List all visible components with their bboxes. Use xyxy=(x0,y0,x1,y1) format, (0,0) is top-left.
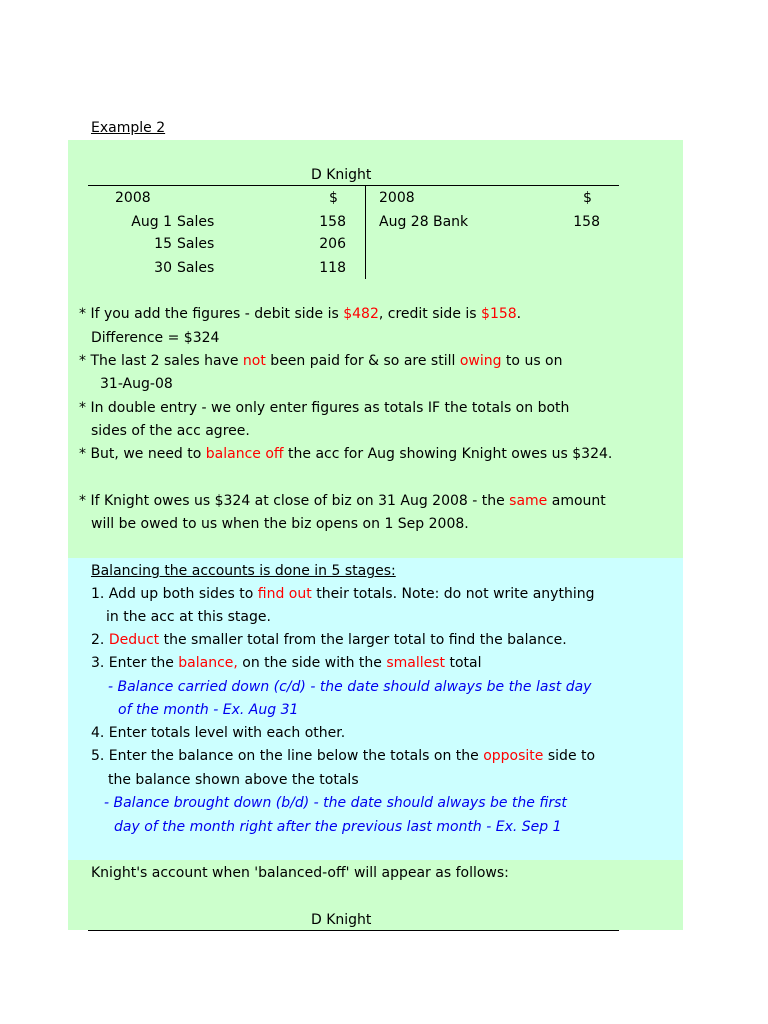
debit-row-amount: 118 xyxy=(319,260,346,276)
stage-3: 3. Enter the balance, on the side with the smallest total xyxy=(91,655,482,671)
t-account-top-rule xyxy=(88,185,619,186)
highlight-owing: owing xyxy=(459,353,502,369)
credit-year: 2008 xyxy=(379,190,415,206)
debit-row-detail: Sales xyxy=(177,214,215,230)
highlight-credit-total: $158 xyxy=(481,306,517,322)
balanced-account-title: D Knight xyxy=(311,912,372,928)
credit-row-date: Aug 28 xyxy=(379,214,429,230)
highlight-smallest: smallest xyxy=(386,655,446,671)
note-1-line-2: Difference = $324 xyxy=(91,330,220,346)
note-2: * The last 2 sales have not been paid for & so are still owing to us on xyxy=(79,353,563,369)
highlight-same: same xyxy=(509,493,548,509)
stage-3-cd-note-line-2: of the month - Ex. Aug 31 xyxy=(118,702,299,718)
debit-row-detail: Sales xyxy=(177,236,215,252)
debit-year: 2008 xyxy=(115,190,151,206)
t-account-center-rule xyxy=(365,186,366,279)
stage-5: 5. Enter the balance on the line below the totals on the opposite side to xyxy=(91,748,596,764)
account-title: D Knight xyxy=(311,167,372,183)
highlight-not: not xyxy=(242,353,266,369)
debit-row-detail: Sales xyxy=(177,260,215,276)
stage-1: 1. Add up both sides to find out their totals. Note: do not write anything xyxy=(91,586,595,602)
highlight-opposite: opposite xyxy=(483,748,544,764)
note-3-line-2: sides of the acc agree. xyxy=(91,423,250,439)
stage-4: 4. Enter totals level with each other. xyxy=(91,725,346,741)
highlight-balance-off: balance off xyxy=(205,446,284,462)
debit-row-date: Aug 1 xyxy=(131,214,172,230)
example-heading: Example 2 xyxy=(91,120,166,136)
highlight-balance: balance, xyxy=(178,655,238,671)
highlight-debit-total: $482 xyxy=(343,306,379,322)
note-3: * In double entry - we only enter figures as totals IF the totals on both xyxy=(79,400,570,416)
note-5: * If Knight owes us $324 at close of biz on 31 Aug 2008 - the same amount xyxy=(79,493,606,509)
debit-currency: $ xyxy=(329,190,338,206)
note-4: * But, we need to balance off the acc for Aug showing Knight owes us $324. xyxy=(79,446,613,462)
stage-5-line-2: the balance shown above the totals xyxy=(108,772,359,788)
highlight-deduct: Deduct xyxy=(108,632,160,648)
stage-2: 2. Deduct the smaller total from the larger total to find the balance. xyxy=(91,632,567,648)
debit-row-date: 30 xyxy=(154,260,172,276)
note-1: * If you add the figures - debit side is $482, credit side is $158. xyxy=(79,306,522,322)
credit-row-detail: Bank xyxy=(433,214,469,230)
stage-5-bd-note-line-2: day of the month right after the previous last month - Ex. Sep 1 xyxy=(114,819,562,835)
highlight-find-out: find out xyxy=(257,586,312,602)
stage-5-bd-note: - Balance brought down (b/d) - the date should always be the first xyxy=(104,795,567,811)
credit-row-amount: 158 xyxy=(573,214,600,230)
credit-currency: $ xyxy=(583,190,592,206)
stage-3-cd-note: - Balance carried down (c/d) - the date should always be the last day xyxy=(108,679,592,695)
balanced-account-top-rule xyxy=(88,930,619,931)
note-5-line-2: will be owed to us when the biz opens on 1 Sep 2008. xyxy=(91,516,469,532)
balanced-intro: Knight's account when 'balanced-off' will appear as follows: xyxy=(91,865,509,881)
debit-row-date: 15 xyxy=(154,236,172,252)
note-2-line-2: 31-Aug-08 xyxy=(100,376,173,392)
stage-1-line-2: in the acc at this stage. xyxy=(106,609,271,625)
stages-title: Balancing the accounts is done in 5 stages: xyxy=(91,563,396,579)
debit-row-amount: 158 xyxy=(319,214,346,230)
debit-row-amount: 206 xyxy=(319,236,346,252)
